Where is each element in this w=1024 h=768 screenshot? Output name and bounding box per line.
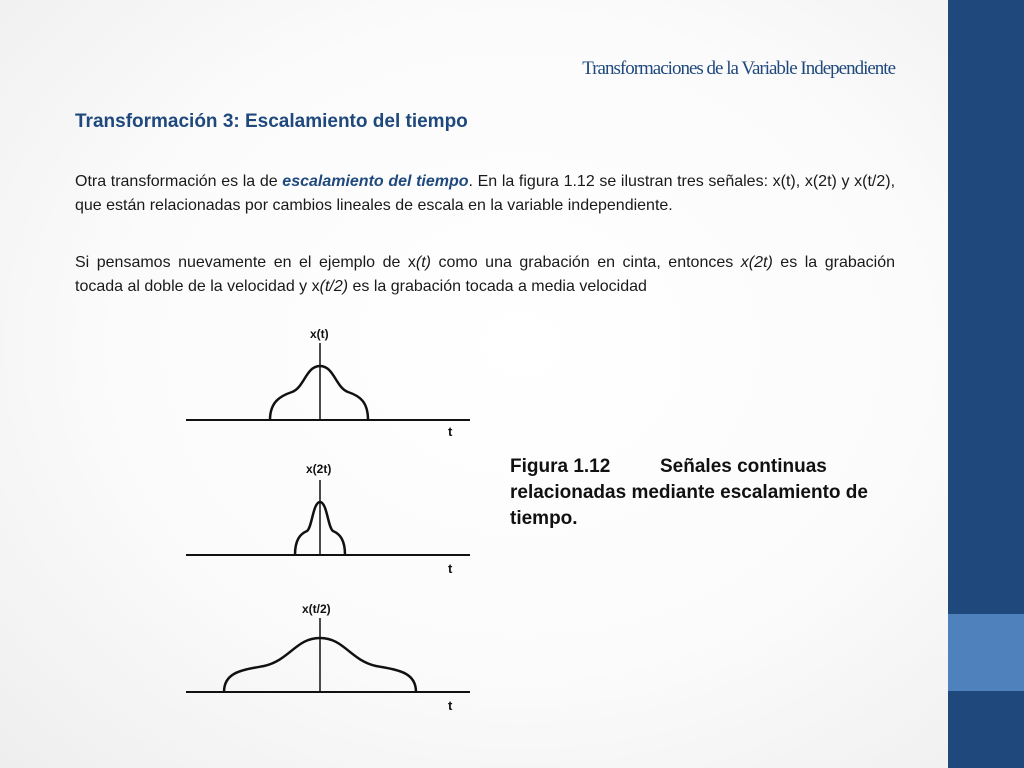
sidebar-light-band: [948, 614, 1024, 691]
signal-x-t: [186, 327, 470, 439]
caption-number: Figura 1.12: [510, 456, 611, 477]
italic-term: (t): [415, 254, 431, 271]
axis-label-t: t: [448, 561, 453, 576]
paragraph-text: es la grabación tocada al doble de la velocidad y x: [75, 254, 895, 295]
paragraph-text: como una grabación en cinta, entonces: [431, 254, 741, 271]
axis-label-t: t: [448, 424, 453, 439]
italic-term: x(2t): [740, 254, 773, 271]
paragraph-text: Si pensamos nuevamente en el ejemplo de x: [75, 254, 416, 271]
axis-label-t: t: [448, 698, 453, 713]
figure-svg: [180, 318, 880, 718]
signal-x-2t: [186, 462, 470, 576]
caption-line-2: relacionadas mediante escalamiento de: [510, 482, 868, 503]
figure-caption: [510, 456, 868, 529]
caption-line-3: tiempo.: [510, 508, 578, 529]
paragraph-text: es la grabación tocada a media velocidad: [348, 278, 647, 295]
caption-line-1: Señales continuas: [660, 456, 827, 477]
figure-1-12: [180, 318, 880, 718]
paragraph-text: . En la figura 1.12 se ilustran tres señales: x(t), x(2t) y x(t/2), que están relacionadas por cambios lineales de escala en la variable independiente.: [75, 173, 896, 214]
paragraph-example: [75, 251, 895, 299]
signal-label: x(2t): [306, 462, 332, 476]
header-title: Transformaciones de la Variable Independiente: [582, 58, 895, 79]
paragraph-intro: [75, 170, 895, 218]
signal-label: x(t): [310, 327, 329, 341]
emphasis-term: escalamiento del tiempo: [282, 173, 469, 190]
signal-label: x(t/2): [302, 602, 331, 616]
section-title: Transformación 3: Escalamiento del tiempo: [75, 111, 468, 132]
sidebar-dark-band: [948, 0, 1024, 768]
signal-x-t-half: [186, 602, 470, 713]
paragraph-text: Otra transformación es la de: [75, 173, 283, 190]
signal-curve: [270, 366, 368, 420]
italic-term: (t/2): [319, 278, 349, 295]
